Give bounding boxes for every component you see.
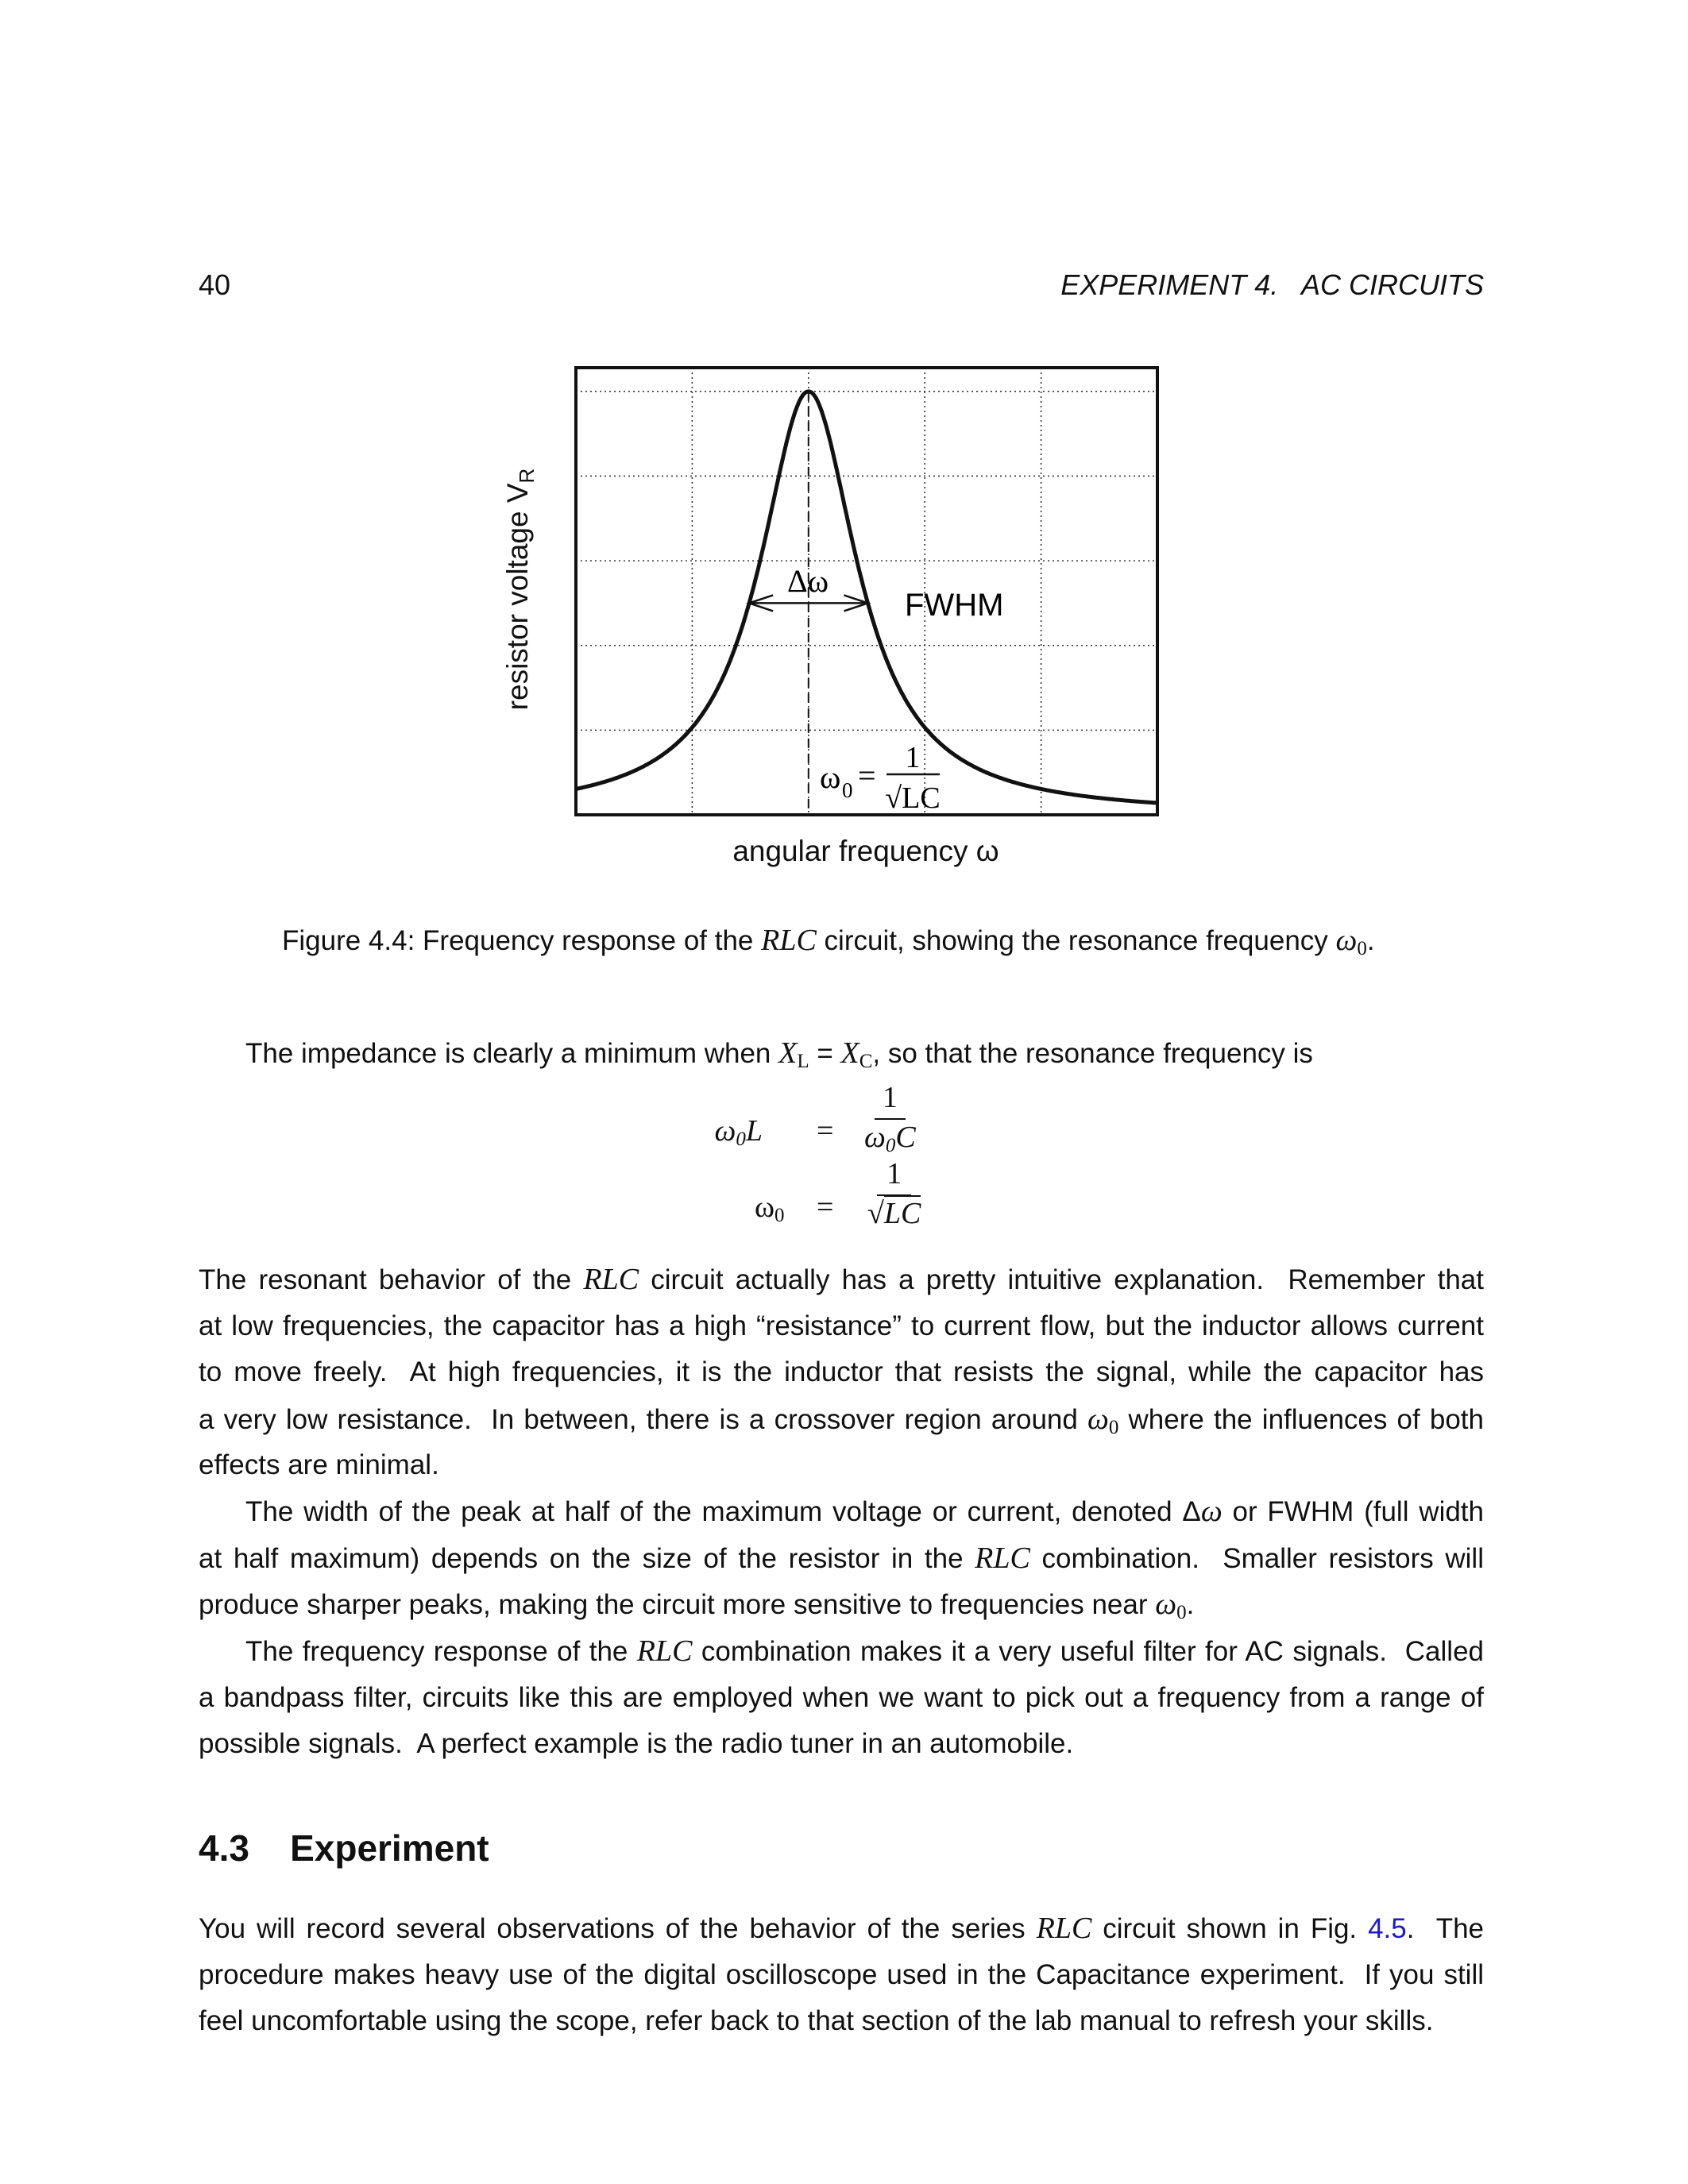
figure-caption <box>282 923 1375 958</box>
resonance-chart <box>0 0 1688 889</box>
caption-text: circuit, showing the resonance frequency <box>816 925 1336 956</box>
math-subscript: C <box>859 1051 873 1072</box>
caption-omega <box>1336 924 1367 957</box>
text-segment: The frequency response of the <box>245 1636 637 1667</box>
text-segment: combination. Smaller resistors will <box>1029 1542 1484 1574</box>
den-omega: ω <box>864 1121 886 1154</box>
omega0-subscript: 0 <box>842 778 853 802</box>
text-segment: The width of the peak at half of the maximum voltage or current, denoted Δ <box>245 1496 1201 1527</box>
lhs-sub: 0 <box>736 1129 746 1150</box>
math-symbol: RLC <box>975 1541 1030 1575</box>
text-line <box>199 1448 1484 1483</box>
text-segment: The resonant behavior of the <box>199 1264 584 1295</box>
numerator: 1 <box>875 1080 906 1120</box>
text-segment: The impedance is clearly a minimum when <box>245 1038 779 1069</box>
text-segment: combination makes it a very useful filter for AC signals. Called <box>692 1636 1485 1667</box>
equation-2-equals: = <box>817 1190 834 1224</box>
math-subscript: L <box>797 1051 809 1072</box>
text-segment: to move freely. At high frequencies, it is the inductor that resists the signal, while the capacitor has <box>199 1356 1484 1387</box>
den-radicand: LC <box>883 1197 921 1230</box>
text-line <box>199 2004 1484 2039</box>
omega0-numerator: 1 <box>905 741 921 774</box>
text-line <box>199 1911 1484 1947</box>
text-line <box>199 1309 1484 1344</box>
x-axis-label: angular frequency ω <box>732 835 999 867</box>
caption-omega-symbol: ω <box>1335 924 1358 957</box>
lhs-omega: ω <box>714 1114 736 1148</box>
running-header: EXPERIMENT 4. AC CIRCUITS <box>1060 268 1484 301</box>
math-symbol: $\omega_0$ <box>1155 1588 1187 1623</box>
math-symbol: ω <box>1200 1495 1223 1528</box>
text-line <box>199 1262 1484 1298</box>
resonance-curve <box>576 392 1157 803</box>
text-line <box>199 1587 1484 1623</box>
text-segment: You will record several observations of the behavior of the series <box>199 1913 1037 1944</box>
caption-math: RLC <box>761 924 817 957</box>
text-line <box>199 1680 1484 1715</box>
text-line <box>199 1958 1484 1993</box>
section-title: Experiment <box>290 1827 489 1869</box>
text-segment: feel uncomfortable using the scope, refer back to that section of the lab manual to refresh your skills. <box>199 2005 1434 2036</box>
omega0-label: ω <box>820 759 841 795</box>
lhs-omega: ω <box>755 1190 775 1224</box>
math-subscript: 0 <box>1108 1416 1119 1438</box>
text-segment: at half maximum) depends on the size of the resistor in the <box>199 1542 975 1574</box>
text-line <box>199 1036 1484 1071</box>
math-symbol: RLC <box>1036 1912 1092 1945</box>
lhs-sub: 0 <box>774 1205 785 1226</box>
text-segment: a bandpass filter, circuits like this are employed when we want to pick out a frequency from a range of <box>199 1681 1484 1713</box>
math-subscript: 0 <box>1176 1602 1187 1623</box>
caption-text: Figure 4.4: Frequency response of the <box>282 925 762 956</box>
text-segment: circuit actually has a pretty intuitive explanation. Remember that <box>639 1264 1484 1295</box>
equation-1-equals: = <box>817 1114 834 1148</box>
text-line <box>199 1727 1484 1761</box>
math-symbol: $\omega_0$ <box>1087 1402 1119 1438</box>
math-symbol: $X_C$ <box>840 1036 873 1072</box>
text-segment: at low frequencies, the capacitor has a high “resistance” to current flow, but the inductor allows current <box>199 1310 1484 1341</box>
caption-omega-sub: 0 <box>1357 938 1367 959</box>
caption-text: . <box>1366 925 1375 956</box>
equation-2-rhs <box>867 1156 921 1231</box>
text-segment: = <box>809 1038 841 1069</box>
text-line <box>199 1541 1484 1576</box>
omega0-equals: = <box>858 758 876 793</box>
section-number: 4.3 <box>199 1827 249 1869</box>
text-line <box>199 1355 1484 1390</box>
text-segment: a very low resistance. In between, there is a crossover region around <box>199 1403 1088 1435</box>
denominator <box>867 1196 921 1231</box>
math-symbol: RLC <box>583 1263 639 1296</box>
page-number: 40 <box>199 268 231 301</box>
text-segment: possible signals. A perfect example is the radio tuner in an automobile. <box>199 1728 1074 1759</box>
plot-frame <box>576 368 1157 815</box>
text-line <box>199 1494 1484 1530</box>
sqrt-sign: √ <box>867 1197 884 1230</box>
figure-link[interactable]: 4.5 <box>1368 1913 1407 1944</box>
text-segment: where the influences of both <box>1118 1403 1484 1435</box>
math-symbol: $X_L$ <box>778 1036 809 1072</box>
text-segment: procedure makes heavy use of the digital oscilloscope used in the Capacitance experiment. If you still <box>199 1958 1484 1990</box>
y-axis-label-subscript: R <box>515 468 539 484</box>
text-segment: , so that the resonance frequency is <box>872 1038 1313 1069</box>
math-symbol: RLC <box>636 1634 693 1668</box>
text-segment: circuit shown in Fig. <box>1091 1913 1369 1944</box>
equation-2-lhs <box>755 1190 785 1225</box>
text-segment: effects are minimal. <box>199 1449 439 1480</box>
section-heading <box>199 1827 489 1870</box>
den-sub: 0 <box>885 1135 896 1156</box>
text-segment: . The <box>1406 1913 1484 1944</box>
text-segment: . <box>1186 1589 1195 1620</box>
fwhm-label: FWHM <box>905 588 1004 623</box>
text-line <box>199 1634 1484 1669</box>
text-segment: or FWHM (full width <box>1222 1496 1484 1527</box>
y-axis-label <box>501 469 539 711</box>
equation-1-lhs <box>715 1113 763 1148</box>
denominator <box>864 1120 916 1155</box>
den-tail: C <box>895 1121 916 1154</box>
numerator: 1 <box>877 1156 911 1196</box>
text-segment: produce sharper peaks, making the circuit more sensitive to frequencies near <box>199 1589 1156 1620</box>
y-axis-label-text: resistor voltage V <box>500 483 534 711</box>
omega0-denominator: √LC <box>885 781 941 815</box>
equation-1-rhs <box>864 1080 916 1155</box>
lhs-tail: L <box>745 1114 763 1148</box>
text-line <box>199 1402 1484 1437</box>
delta-omega-label: Δω <box>786 563 829 599</box>
